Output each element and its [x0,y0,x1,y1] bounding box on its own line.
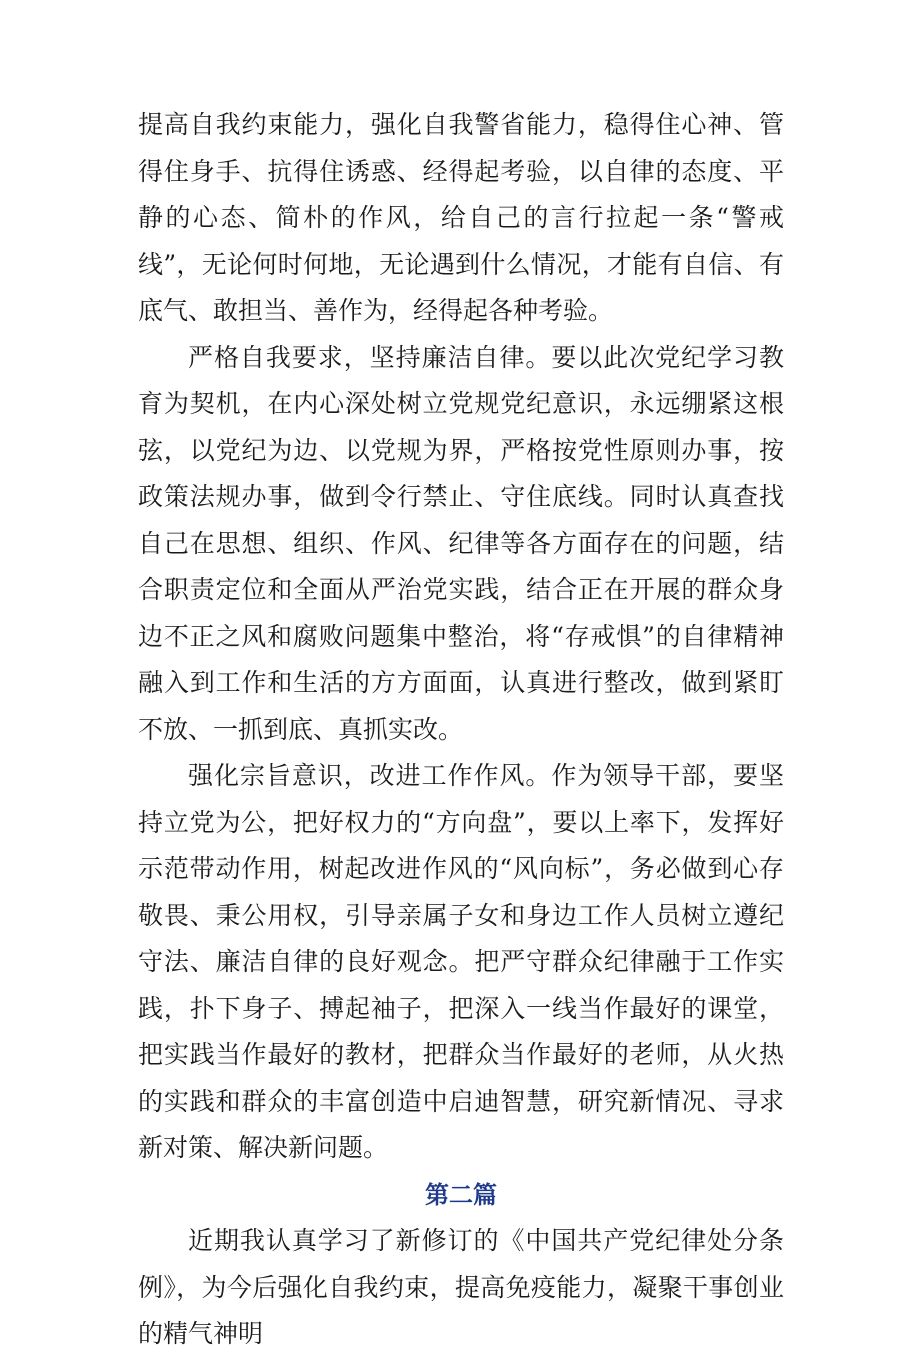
paragraph-work-style: 强化宗旨意识，改进工作作风。作为领导干部，要坚持立党为公，把好权力的“方向盘”，要以上率下，发挥好示范带动作用，树起改进作风的“风向标”，务必做到心存敬畏、秉公用权，引导亲属子女和身边工作人员树立遵纪守法、廉洁自律的良好观念。把严守群众纪律融于工作实践，扑下身子、搏起袖子，把深入一线当作最好的课堂，把实践当作最好的教材，把群众当作最好的老师，从火热的实践和群众的丰富创造中启迪智慧，研究新情况、寻求新对策、解决新问题。 [138,761,784,1162]
document-body [138,102,784,1358]
paragraph-second-section: 近期我认真学习了新修订的《中国共产党纪律处分条例》，为今后强化自我约束，提高免疫能力，凝聚干事创业的精气神明 [138,1226,784,1348]
section-heading: 第二篇 [425,1180,497,1209]
paragraph-continuation: 提高自我约束能力，强化自我警省能力，稳得住心神、管得住身手、抗得住诱惑、经得起考验，以自律的态度、平静的心态、简朴的作风，给自己的言行拉起一条“警戒线”，无论何时何地，无论遇到什么情况，才能有自信、有底气、敢担当、善作为，经得起各种考验。 [138,110,784,325]
paragraph-self-discipline: 严格自我要求，坚持廉洁自律。要以此次党纪学习教育为契机，在内心深处树立党规党纪意识，永远绷紧这根弦，以党纪为边、以党规为界，严格按党性原则办事，按政策法规办事，做到令行禁止、守住底线。同时认真查找自己在思想、组织、作风、纪律等各方面存在的问题，结合职责定位和全面从严治党实践，结合正在开展的群众身边不正之风和腐败问题集中整治，将“存戒惧”的自律精神融入到工作和生活的方方面面，认真进行整改，做到紧盯不放、一抓到底、真抓实改。 [138,342,784,744]
